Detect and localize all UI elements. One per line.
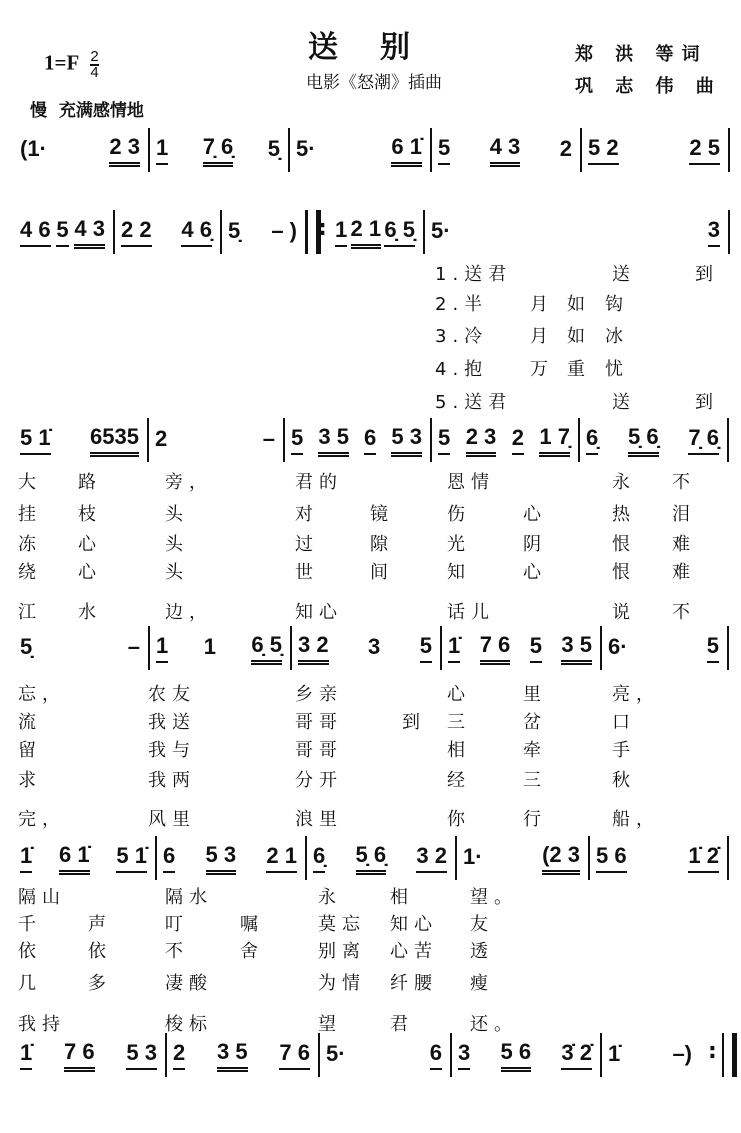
note-group: 4 3 bbox=[74, 216, 105, 249]
note-group: 1 bbox=[156, 135, 168, 165]
note-group: 6· bbox=[608, 634, 628, 659]
key-label: 1=F bbox=[44, 50, 80, 75]
lyricist-credit: 郑 洪 等词 bbox=[575, 44, 708, 65]
measure bbox=[450, 1033, 600, 1077]
lyric-syllable: 牵 bbox=[523, 740, 547, 761]
note-group: 3 bbox=[368, 634, 381, 659]
lyric-syllable: 送 bbox=[612, 264, 636, 285]
note-group: 1 bbox=[203, 634, 216, 659]
lyric-syllable: 梭标 bbox=[165, 1014, 213, 1035]
note-group: 2 1 bbox=[351, 216, 382, 249]
time-numerator: 2 bbox=[90, 48, 99, 65]
note-group: 5̣ bbox=[267, 136, 280, 161]
lyric-syllable: 君 bbox=[390, 1014, 414, 1035]
note-group: 7̣ 6̣ bbox=[688, 425, 719, 455]
bar-line bbox=[305, 836, 307, 880]
lyric-syllable: 忘， bbox=[18, 684, 66, 705]
note-group: 5 bbox=[707, 633, 719, 663]
lyric-syllable: 月 bbox=[530, 294, 554, 315]
bar-line bbox=[727, 836, 729, 880]
measure bbox=[148, 626, 290, 670]
measure bbox=[600, 626, 727, 670]
note-group: 3 5 bbox=[217, 1039, 248, 1072]
measure bbox=[455, 836, 588, 880]
music-row bbox=[0, 128, 741, 172]
note-group: 6 bbox=[163, 843, 175, 873]
lyric-syllable: 阴 bbox=[523, 534, 547, 555]
measure bbox=[288, 128, 430, 172]
lyric-syllable: 知心 bbox=[390, 914, 438, 935]
bar-line bbox=[580, 128, 582, 172]
lyric-syllable: 相 bbox=[447, 740, 471, 761]
note-group: 2 5 bbox=[689, 135, 720, 165]
note-group: 1· bbox=[463, 844, 483, 869]
bar-line bbox=[220, 210, 222, 254]
lyric-syllable: 三 bbox=[447, 712, 471, 733]
lyric-syllable: 行 bbox=[523, 809, 547, 830]
lyric-syllable: 依 bbox=[18, 941, 42, 962]
music-row bbox=[0, 210, 741, 254]
note-group: 5 bbox=[438, 425, 450, 455]
note-group: 7̣ 6̣ bbox=[203, 134, 234, 167]
lyric-syllable: 心 bbox=[78, 534, 102, 555]
lyric-syllable: 流 bbox=[18, 712, 42, 733]
lyric-syllable: 透 bbox=[470, 941, 494, 962]
lyric-syllable: 难 bbox=[672, 534, 696, 555]
tempo-marking: 慢 充满感情地 bbox=[30, 101, 144, 121]
note-group: 2 bbox=[559, 136, 572, 161]
note-group: 5 bbox=[56, 217, 68, 247]
music-row bbox=[0, 626, 741, 670]
measure bbox=[12, 836, 155, 880]
lyric-syllable: 光 bbox=[447, 534, 471, 555]
note-group: 5 2 bbox=[588, 135, 619, 165]
lyric-syllable: 手 bbox=[612, 740, 636, 761]
lyric-syllable: 钩 bbox=[605, 294, 629, 315]
lyric-syllable: 君的 bbox=[295, 472, 343, 493]
lyric-syllable: 隔山 bbox=[18, 887, 66, 908]
note-group: 6̣ bbox=[313, 843, 325, 873]
lyric-syllable: 不 bbox=[672, 472, 696, 493]
lyric-syllable: 镜 bbox=[370, 504, 394, 525]
lyric-syllable: 经 bbox=[447, 770, 471, 791]
measure bbox=[147, 418, 283, 462]
lyric-syllable: 千 bbox=[18, 914, 42, 935]
measure bbox=[580, 128, 728, 172]
note-group: (1· bbox=[20, 136, 47, 161]
lyric-syllable: 哥哥 bbox=[295, 712, 343, 733]
lyric-syllable: 声 bbox=[88, 914, 112, 935]
lyric-syllable: 知心 bbox=[295, 602, 343, 623]
lyric-syllable: 伤 bbox=[447, 504, 471, 525]
note-group: 6̣ bbox=[586, 425, 598, 455]
lyric-syllable: 多 bbox=[88, 973, 112, 994]
bar-line bbox=[728, 210, 730, 254]
music-row bbox=[0, 836, 741, 880]
lyric-syllable: 5.送君 bbox=[435, 392, 513, 413]
measure bbox=[290, 626, 440, 670]
bar-line bbox=[155, 836, 157, 880]
lyric-syllable: 心苦 bbox=[390, 941, 438, 962]
note-group: 7 6 bbox=[279, 1040, 310, 1070]
lyric-syllable: 间 bbox=[370, 562, 394, 583]
measure bbox=[430, 128, 580, 172]
lyric-syllable: 风里 bbox=[148, 809, 196, 830]
lyric-syllable: 头 bbox=[165, 504, 189, 525]
bar-line bbox=[288, 128, 290, 172]
note-group: 1̇ bbox=[20, 1040, 32, 1070]
measure bbox=[12, 210, 113, 254]
lyric-syllable: 隔水 bbox=[165, 887, 213, 908]
lyric-syllable: 不 bbox=[672, 602, 696, 623]
lyric-syllable: 绕 bbox=[18, 562, 42, 583]
note-group: 5· bbox=[296, 136, 316, 161]
lyric-syllable: 永 bbox=[318, 887, 342, 908]
bar-line bbox=[290, 626, 292, 670]
measure bbox=[318, 1033, 450, 1077]
lyric-syllable: 分开 bbox=[295, 770, 343, 791]
lyric-syllable: 几 bbox=[18, 973, 42, 994]
note-group: 5̣ bbox=[228, 218, 241, 243]
bar-line bbox=[588, 836, 590, 880]
note-group: 3 2 bbox=[416, 843, 447, 873]
lyric-syllable: 江 bbox=[18, 602, 42, 623]
song-subtitle: 电影《怒潮》插曲 bbox=[306, 73, 442, 93]
lyric-syllable: 我送 bbox=[148, 712, 196, 733]
measure bbox=[155, 836, 305, 880]
note-group: 2 bbox=[173, 1040, 185, 1070]
music-row bbox=[0, 418, 741, 462]
lyric-syllable: 心 bbox=[447, 684, 471, 705]
lyric-syllable: 大 bbox=[18, 472, 42, 493]
lyric-syllable: 知 bbox=[447, 562, 471, 583]
lyric-syllable: 冰 bbox=[605, 326, 629, 347]
measure bbox=[305, 836, 455, 880]
lyric-syllable: 为情 bbox=[318, 973, 366, 994]
note-group: 4 6 bbox=[20, 217, 51, 247]
lyric-syllable: 头 bbox=[165, 562, 189, 583]
bar-line bbox=[430, 128, 432, 172]
lyric-syllable: 说 bbox=[612, 602, 636, 623]
lyric-syllable: 心 bbox=[523, 562, 547, 583]
note-group: 5 3 bbox=[391, 424, 422, 457]
lyric-syllable: 边， bbox=[165, 602, 213, 623]
bar-line bbox=[578, 418, 580, 462]
measure bbox=[220, 210, 305, 254]
bar-line bbox=[727, 626, 729, 670]
repeat-dots: : bbox=[708, 1039, 717, 1064]
note-group: 5̣ 6̣ bbox=[356, 842, 387, 875]
note-group: 1 7̣ bbox=[539, 424, 570, 457]
note-group: 7 6 bbox=[480, 632, 511, 665]
note-group: –) bbox=[672, 1041, 692, 1066]
lyric-syllable: 泪 bbox=[672, 504, 696, 525]
music-row bbox=[0, 1033, 741, 1077]
lyric-syllable: 热 bbox=[612, 504, 636, 525]
lyric-syllable: 浪里 bbox=[295, 809, 343, 830]
note-group: 5· bbox=[431, 218, 451, 243]
note-group: 6̣ 5̣ bbox=[251, 632, 282, 665]
measure bbox=[12, 626, 148, 670]
measure bbox=[165, 1033, 318, 1077]
lyric-syllable: 过 bbox=[295, 534, 319, 555]
lyric-syllable: 恨 bbox=[612, 534, 636, 555]
lyric-syllable: 3.冷 bbox=[435, 326, 489, 347]
lyric-syllable: 隙 bbox=[370, 534, 394, 555]
note-group: 5 bbox=[530, 633, 542, 663]
measure bbox=[327, 210, 423, 254]
lyric-syllable: 如 bbox=[567, 294, 591, 315]
lyric-syllable: 口 bbox=[612, 712, 636, 733]
note-group: 5 6 bbox=[596, 843, 627, 873]
bar-line bbox=[600, 626, 602, 670]
measure bbox=[588, 836, 727, 880]
note-group: 1 bbox=[156, 633, 168, 663]
lyric-syllable: 难 bbox=[672, 562, 696, 583]
note-group: 2 3 bbox=[466, 424, 497, 457]
lyric-syllable: 冻 bbox=[18, 534, 42, 555]
lyric-syllable: 哥哥 bbox=[295, 740, 343, 761]
lyric-syllable: 叮 bbox=[165, 914, 189, 935]
lyric-syllable: 忧 bbox=[605, 359, 629, 380]
lyric-syllable: 依 bbox=[88, 941, 112, 962]
note-group: 3 5 bbox=[561, 632, 592, 665]
lyric-syllable: 凄酸 bbox=[165, 973, 213, 994]
lyric-syllable: 望。 bbox=[470, 887, 518, 908]
note-group: – bbox=[262, 426, 275, 451]
measure bbox=[423, 210, 728, 254]
note-group: 6 bbox=[364, 425, 376, 455]
bar-line bbox=[440, 626, 442, 670]
lyric-syllable: 瘦 bbox=[470, 973, 494, 994]
note-group: 2 bbox=[155, 426, 168, 451]
note-group: 1̇ bbox=[608, 1041, 621, 1066]
key-signature bbox=[44, 50, 99, 80]
lyric-syllable: 我持 bbox=[18, 1014, 66, 1035]
lyric-syllable: 对 bbox=[295, 504, 319, 525]
bar-line bbox=[430, 418, 432, 462]
lyric-syllable: 里 bbox=[523, 684, 547, 705]
composer-credit: 巩 志 伟 曲 bbox=[575, 76, 722, 97]
lyric-syllable: 岔 bbox=[523, 712, 547, 733]
note-group: 3 bbox=[458, 1040, 470, 1070]
bar-line bbox=[148, 626, 150, 670]
bar-line bbox=[318, 1033, 320, 1077]
bar-line bbox=[165, 1033, 167, 1077]
bar-line bbox=[148, 128, 150, 172]
note-group: 4 6̣ bbox=[181, 217, 212, 247]
lyric-syllable: 不 bbox=[165, 941, 189, 962]
lyric-syllable: 求 bbox=[18, 770, 42, 791]
lyric-syllable: 还。 bbox=[470, 1014, 518, 1035]
lyric-syllable: 心 bbox=[78, 562, 102, 583]
lyric-syllable: 亮， bbox=[612, 684, 660, 705]
lyric-syllable: 水 bbox=[78, 602, 102, 623]
measure bbox=[440, 626, 600, 670]
note-group: 1 bbox=[335, 217, 347, 247]
lyric-syllable: 心 bbox=[523, 504, 547, 525]
note-group: 3 2 bbox=[298, 632, 329, 665]
lyric-syllable: 1.送君 bbox=[435, 264, 513, 285]
note-group: 5 bbox=[291, 425, 303, 455]
measure bbox=[148, 128, 288, 172]
lyric-syllable: 旁， bbox=[165, 472, 213, 493]
note-group: 5 bbox=[438, 135, 450, 165]
bar-line bbox=[455, 836, 457, 880]
measure bbox=[578, 418, 727, 462]
note-group: 5̣ 6̣ bbox=[628, 424, 659, 457]
note-group: 4 3 bbox=[490, 134, 521, 167]
measure bbox=[113, 210, 220, 254]
bar-line bbox=[600, 1033, 602, 1077]
note-group: 2 1 bbox=[266, 843, 297, 873]
lyric-syllable: 莫忘 bbox=[318, 914, 366, 935]
lyric-syllable: 头 bbox=[165, 534, 189, 555]
lyric-syllable: 送 bbox=[612, 392, 636, 413]
lyric-syllable: 嘱 bbox=[240, 914, 264, 935]
note-group: 5̣ bbox=[20, 634, 33, 659]
note-group: 3 5 bbox=[318, 424, 349, 457]
note-group: 6535 bbox=[90, 424, 139, 457]
lyric-syllable: 我两 bbox=[148, 770, 196, 791]
lyric-syllable: 我与 bbox=[148, 740, 196, 761]
note-group: 1̇ bbox=[448, 633, 460, 663]
note-group: – ) bbox=[271, 218, 297, 243]
lyric-syllable: 你 bbox=[447, 809, 471, 830]
bar-line bbox=[423, 210, 425, 254]
lyric-syllable: 完， bbox=[18, 809, 66, 830]
time-denominator: 4 bbox=[90, 64, 99, 81]
note-group: 2 bbox=[512, 425, 524, 455]
note-group: 6 1̇ bbox=[391, 134, 422, 167]
measure bbox=[12, 418, 147, 462]
note-group: 2 3 bbox=[109, 134, 140, 167]
lyric-syllable: 世 bbox=[295, 562, 319, 583]
lyric-syllable: 农友 bbox=[148, 684, 196, 705]
bar-line bbox=[113, 210, 115, 254]
bar-line bbox=[450, 1033, 452, 1077]
repeat-dots: : bbox=[318, 216, 327, 241]
lyric-syllable: 望 bbox=[318, 1014, 342, 1035]
note-group: 5 1̇ bbox=[20, 425, 51, 455]
bar-line bbox=[727, 418, 729, 462]
repeat-end-barline bbox=[722, 1033, 737, 1077]
lyric-syllable: 4.抱 bbox=[435, 359, 489, 380]
measure bbox=[12, 128, 148, 172]
note-group: 6 bbox=[430, 1040, 442, 1070]
note-group: 6 1̇ bbox=[59, 842, 90, 875]
song-title: 送别 bbox=[308, 30, 452, 65]
lyric-syllable: 秋 bbox=[612, 770, 636, 791]
lyric-syllable: 永 bbox=[612, 472, 636, 493]
note-group: (2 3 bbox=[542, 842, 580, 875]
bar-line bbox=[147, 418, 149, 462]
lyric-syllable: 到 bbox=[695, 264, 719, 285]
lyric-syllable: 三 bbox=[523, 770, 547, 791]
lyric-syllable: 万 bbox=[530, 359, 554, 380]
lyric-syllable: 乡亲 bbox=[295, 684, 343, 705]
note-group: 1̇ bbox=[20, 843, 32, 873]
note-group: 6̣ 5̣ bbox=[384, 217, 415, 247]
measure bbox=[600, 1033, 700, 1077]
lyric-syllable: 枝 bbox=[78, 504, 102, 525]
lyric-syllable: 2.半 bbox=[435, 294, 489, 315]
lyric-syllable: 如 bbox=[567, 326, 591, 347]
note-group: 5 1̇ bbox=[116, 843, 147, 873]
lyric-syllable: 恨 bbox=[612, 562, 636, 583]
lyric-syllable: 船， bbox=[612, 809, 660, 830]
bar-line bbox=[283, 418, 285, 462]
lyric-syllable: 别离 bbox=[318, 941, 366, 962]
note-group: 5 bbox=[420, 633, 432, 663]
lyric-syllable: 月 bbox=[530, 326, 554, 347]
lyric-syllable: 挂 bbox=[18, 504, 42, 525]
lyric-syllable: 话儿 bbox=[447, 602, 495, 623]
lyric-syllable: 留 bbox=[18, 740, 42, 761]
note-group: 5 3 bbox=[126, 1040, 157, 1070]
measure bbox=[283, 418, 430, 462]
note-group: 3 bbox=[708, 217, 720, 247]
note-group: 1̇ 2̇ bbox=[688, 843, 719, 873]
note-group: 5 6 bbox=[501, 1039, 532, 1072]
time-signature bbox=[90, 50, 98, 80]
measure bbox=[12, 1033, 165, 1077]
lyric-syllable: 友 bbox=[470, 914, 494, 935]
lyric-syllable: 到 bbox=[695, 392, 719, 413]
note-group: 3̇ 2̇ bbox=[561, 1040, 592, 1070]
note-group: 7 6 bbox=[64, 1039, 95, 1072]
bar-line bbox=[728, 128, 730, 172]
note-group: 5· bbox=[326, 1041, 346, 1066]
lyric-syllable: 恩情 bbox=[447, 472, 495, 493]
lyric-syllable: 纤腰 bbox=[390, 973, 438, 994]
note-group: 2 2 bbox=[121, 217, 152, 247]
note-group: 5 3 bbox=[206, 842, 237, 875]
lyric-syllable: 舍 bbox=[240, 941, 264, 962]
note-group: – bbox=[127, 634, 140, 659]
lyric-syllable: 重 bbox=[567, 359, 591, 380]
lyric-syllable: 到 bbox=[402, 712, 426, 733]
measure bbox=[430, 418, 578, 462]
lyric-syllable: 路 bbox=[78, 472, 102, 493]
lyric-syllable: 相 bbox=[390, 887, 414, 908]
